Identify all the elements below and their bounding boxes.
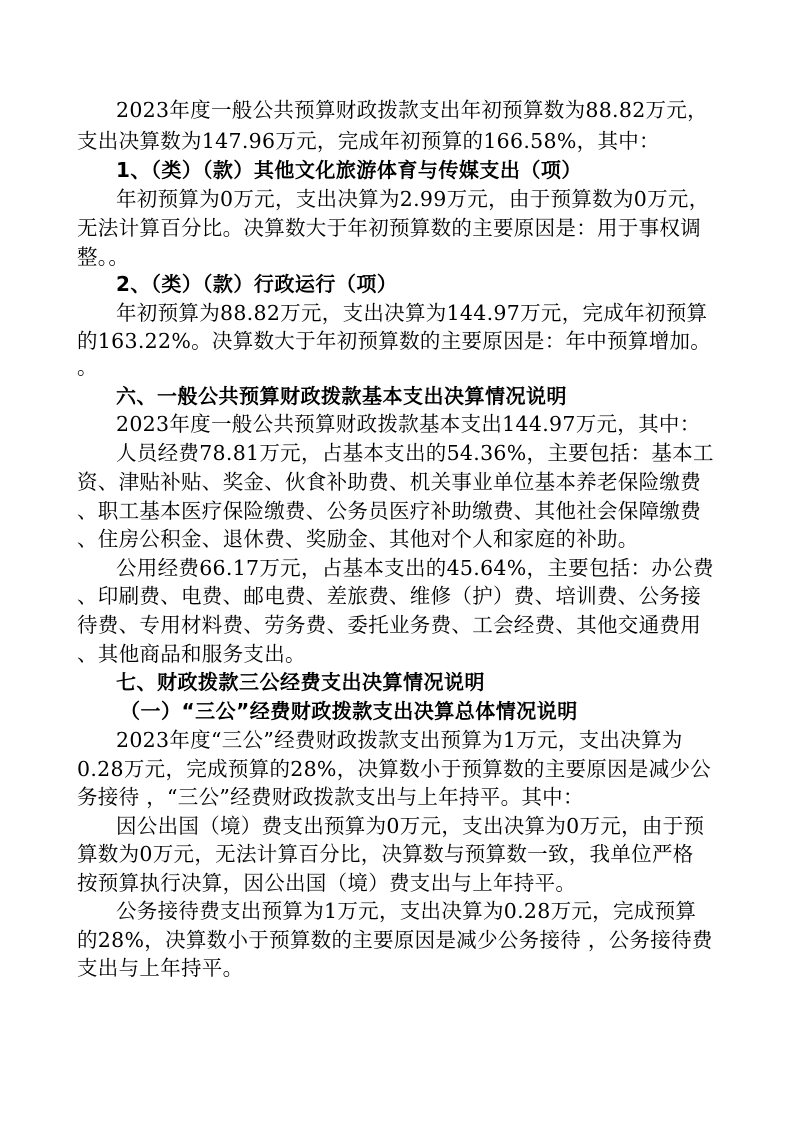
section-heading: 2、（类）（款）行政运行（项） (116, 272, 398, 296)
paragraph-line: 的28%，决算数小于预算数的主要原因是减少公务接待 ，公务接待费 (77, 928, 713, 952)
paragraph-line: 、住房公积金、退休费、奖励金、其他对个人和家庭的补助。 (77, 527, 639, 551)
paragraph-line: 支出决算数为147.96万元，完成年初预算的166.58%，其中： (77, 129, 660, 153)
paragraph-line: 支出与上年持平。 (77, 956, 244, 980)
paragraph-line: 年初预算为88.82万元，支出决算为144.97万元，完成年初预算 (116, 301, 708, 325)
section-heading: 七、财政拨款三公经费支出决算情况说明 (116, 670, 485, 694)
paragraph-line: 整。。 (77, 245, 130, 269)
paragraph-line: 、印刷费、电费、邮电费、差旅费、维修（护）费、培训费、公务接 (77, 584, 701, 608)
paragraph-line: 0.28万元，完成预算的28%，决算数小于预算数的主要原因是减少公 (77, 757, 712, 781)
paragraph-line: 人员经费78.81万元，占基本支出的54.36%，主要包括：基本工 (116, 441, 714, 465)
paragraph-line: 、其他商品和服务支出。 (77, 642, 306, 666)
section-heading: 六、一般公共预算财政拨款基本支出决算情况说明 (116, 384, 567, 408)
paragraph-line: 资、津贴补贴、奖金、伙食补助费、机关事业单位基本养老保险缴费 (77, 470, 701, 494)
paragraph-line: 的163.22%。决算数大于年初预算数的主要原因是：年中预算增加。 (77, 329, 712, 353)
paragraph-line: 2023年度一般公共预算财政拨款基本支出144.97万元，其中： (116, 412, 701, 436)
paragraph-line: 因公出国（境）费支出预算为0万元，支出决算为0万元，由于预 (116, 814, 705, 838)
paragraph-line: 2023年度一般公共预算财政拨款支出年初预算数为88.82万元， (116, 98, 708, 122)
paragraph-line: 公用经费66.17万元，占基本支出的45.64%，主要包括：办公费 (116, 556, 714, 580)
paragraph-line: 。 (77, 355, 98, 379)
paragraph-line: 、职工基本医疗保险缴费、公务员医疗补助缴费、其他社会保障缴费 (77, 499, 701, 523)
paragraph-line: 按预算执行决算，因公出国（境）费支出与上年持平。 (77, 871, 577, 895)
subsection-heading: （一）“三公”经费财政拨款支出决算总体情况说明 (120, 699, 578, 723)
paragraph-line: 公务接待费支出预算为1万元，支出决算为0.28万元，完成预算 (116, 899, 697, 923)
paragraph-line: 算数为0万元，无法计算百分比，决算数与预算数一致，我单位严格 (77, 842, 694, 866)
paragraph-line: 年初预算为0万元，支出决算为2.99万元，由于预算数为0万元， (116, 187, 710, 211)
paragraph-line: 务接待 ，“三公”经费财政拨款支出与上年持平。其中： (77, 785, 584, 809)
paragraph-line: 待费、专用材料费、劳务费、委托业务费、工会经费、其他交通费用 (77, 613, 701, 637)
paragraph-line: 2023年度“三公”经费财政拨款支出预算为1万元，支出决算为 (116, 728, 683, 752)
paragraph-line: 无法计算百分比。决算数大于年初预算数的主要原因是：用于事权调 (77, 216, 701, 240)
section-heading: 1、（类）（款）其他文化旅游体育与传媒支出（项） (116, 158, 582, 182)
